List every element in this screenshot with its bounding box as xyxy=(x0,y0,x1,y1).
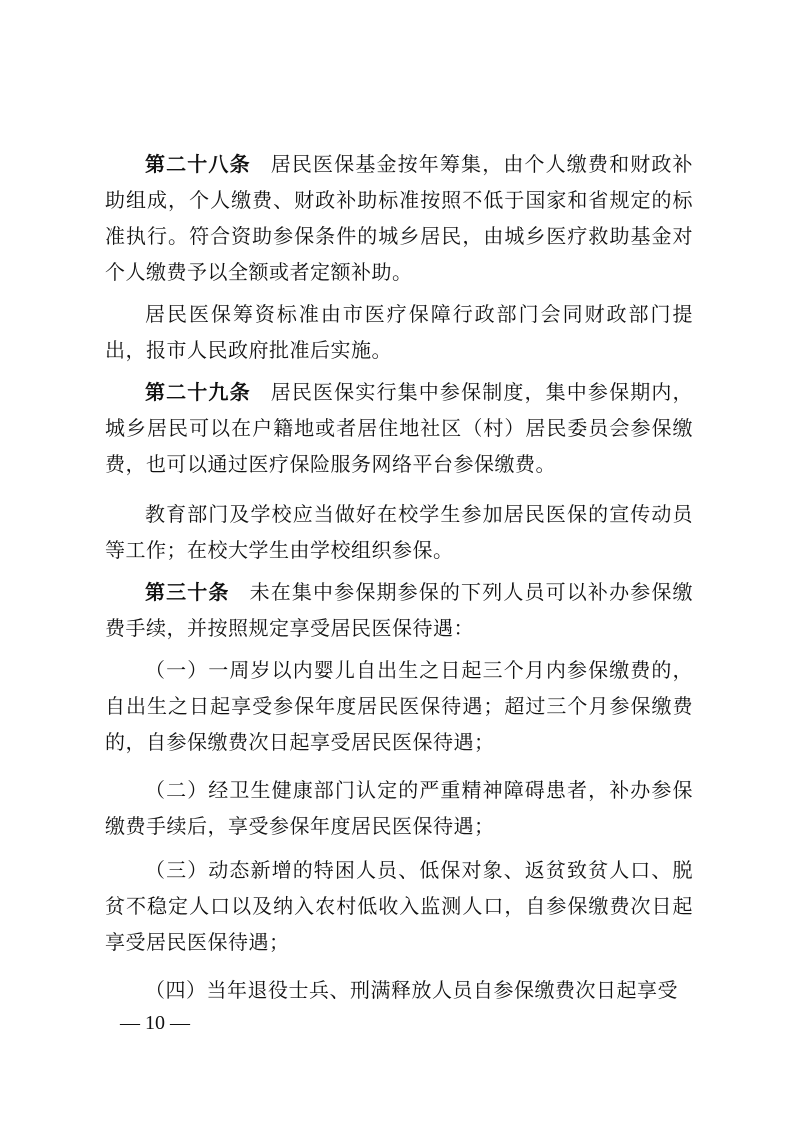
paragraph-text: 居民医保实行集中参保制度，集中参保期内，城乡居民可以在户籍地或者居住地社区（村）居民委员会参保缴费，也可以通过医疗保险服务网络平台参保缴费。 xyxy=(105,380,694,476)
article-heading: 第二十九条 xyxy=(145,380,251,404)
paragraph-article-29 xyxy=(105,374,693,482)
list-item-text: （二）经卫生健康部门认定的严重精神障碍患者，补办参保缴费手续后，享受参保年度居民医保待遇； xyxy=(105,778,693,838)
list-item-3 xyxy=(105,852,693,960)
article-heading: 第三十条 xyxy=(145,580,230,604)
list-item-4 xyxy=(105,972,693,1008)
paragraph-text: 居民医保基金按年筹集，由个人缴费和财政补助组成，个人缴费、财政补助标准按照不低于国家和省规定的标准执行。符合资助参保条件的城乡居民，由城乡医疗救助基金对个人缴费予以全额或者定额补助。 xyxy=(105,152,694,284)
page-number: — 10 — xyxy=(120,1012,190,1034)
paragraph-text: 未在集中参保期参保的下列人员可以补办参保缴费手续，并按照规定享受居民医保待遇： xyxy=(105,580,694,640)
paragraph-text: 教育部门及学校应当做好在校学生参加居民医保的宣传动员等工作；在校大学生由学校组织参保。 xyxy=(105,502,693,562)
paragraph-text: 居民医保筹资标准由市医疗保障行政部门会同财政部门提出，报市人民政府批准后实施。 xyxy=(105,302,693,362)
paragraph-education xyxy=(105,496,693,568)
paragraph-article-30 xyxy=(105,574,693,646)
list-item-text: （一）一周岁以内婴儿自出生之日起三个月内参保缴费的，自出生之日起享受参保年度居民医保待遇；超过三个月参保缴费的，自参保缴费次日起享受居民医保待遇； xyxy=(105,658,693,754)
list-item-1 xyxy=(105,652,693,760)
article-heading: 第二十八条 xyxy=(145,152,251,176)
list-item-text: （四）当年退役士兵、刑满释放人员自参保缴费次日起享受 xyxy=(145,978,678,1002)
list-item-text: （三）动态新增的特困人员、低保对象、返贫致贫人口、脱贫不稳定人口以及纳入农村低收入监测人口，自参保缴费次日起享受居民医保待遇； xyxy=(105,858,693,954)
paragraph-funding-standard xyxy=(105,296,693,368)
paragraph-article-28 xyxy=(105,146,693,290)
list-item-2 xyxy=(105,772,693,844)
